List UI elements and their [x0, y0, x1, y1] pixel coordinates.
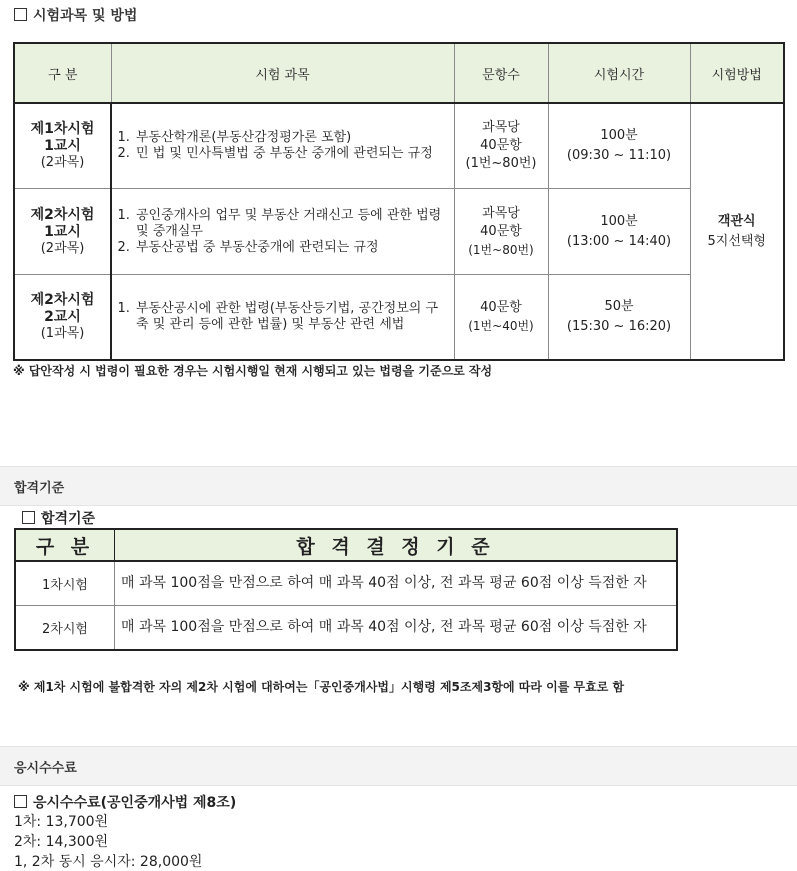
subjects-cell — [111, 189, 454, 275]
pass-criteria-table — [14, 528, 678, 651]
section-title-fee: 응시수수료(공인중개사법 제8조) — [14, 792, 236, 812]
section-title-pass-criteria: 합격기준 — [22, 508, 95, 528]
question-count-cell: 과목당 40문항 (1번~80번) — [454, 103, 548, 189]
second-exam-invalid-note: ※ 제1차 시험에 불합격한 자의 제2차 시험에 대하여는「공인중개사법」시행령 제5조제3항에 따라 이를 무효로 함 — [18, 680, 625, 694]
section-band-pass-criteria — [0, 466, 797, 506]
table-row — [15, 606, 677, 651]
exam-time-cell: 100분 (13:00 ~ 14:40) — [548, 189, 690, 275]
table-header-row — [15, 529, 677, 561]
exam-session-cell: 제1차시험 1교시 (2과목) — [14, 103, 111, 189]
fee-line-first-exam: 1차: 13,700원 — [14, 814, 109, 830]
section-title-subjects: 시험과목 및 방법 — [14, 5, 137, 25]
question-count-cell: 40문항 (1번~40번) — [454, 275, 548, 361]
exam-time-cell: 50분 (15:30 ~ 16:20) — [548, 275, 690, 361]
exam-method-cell: 객관식 5지선택형 — [690, 103, 784, 360]
subjects-cell — [111, 103, 454, 189]
exam-time-cell: 100분 (09:30 ~ 11:10) — [548, 103, 690, 189]
list-item: 2. 부동산공법 중 부동산중개에 관련되는 규정 — [134, 240, 448, 256]
list-item: 1. 공인중개사의 업무 및 부동산 거래신고 등에 관한 법령 및 중개실무 — [134, 208, 448, 240]
list-item: 2. 민 법 및 민사특별법 중 부동산 중개에 관련되는 규정 — [134, 146, 448, 162]
checkbox-icon — [14, 795, 27, 808]
pass-row-text: 매 과목 100점을 만점으로 하여 매 과목 40점 이상, 전 과목 평균 60점 이상 득점한 자 — [115, 561, 678, 606]
pass-row-label: 1차시험 — [15, 561, 115, 606]
subjects-cell — [111, 275, 454, 361]
header-question-count: 문항수 — [454, 43, 548, 103]
header-exam-time: 시험시간 — [548, 43, 690, 103]
table-row — [15, 561, 677, 606]
header-exam-method: 시험방법 — [690, 43, 784, 103]
band-label-pass-criteria: 합격기준 — [14, 481, 65, 496]
exam-session-cell: 제2차시험 2교시 (1과목) — [14, 275, 111, 361]
header-pass-criteria: 합 격 결 정 기 준 — [115, 529, 678, 561]
table-row — [14, 275, 784, 361]
pass-row-label: 2차시험 — [15, 606, 115, 651]
fee-line-second-exam: 2차: 14,300원 — [14, 834, 109, 850]
header-category: 구 분 — [14, 43, 111, 103]
fee-line-both-exams: 1, 2차 동시 응시자: 28,000원 — [14, 854, 203, 870]
checkbox-icon — [22, 511, 35, 524]
band-label-fee: 응시수수료 — [14, 761, 77, 776]
exam-session-cell: 제2차시험 1교시 (2과목) — [14, 189, 111, 275]
header-category: 구 분 — [15, 529, 115, 561]
table-header-row — [14, 43, 784, 103]
table-row — [14, 189, 784, 275]
table-row — [14, 103, 784, 189]
list-item: 1. 부동산공시에 관한 법령(부동산등기법, 공간정보의 구축 및 관리 등에 관한 법률) 및 부동산 관련 세법 — [134, 301, 448, 333]
list-item: 1. 부동산학개론(부동산감정평가론 포함) — [134, 130, 448, 146]
header-subjects: 시험 과목 — [111, 43, 454, 103]
exam-subjects-table — [13, 42, 785, 361]
question-count-cell: 과목당 40문항 (1번~80번) — [454, 189, 548, 275]
answer-law-note: ※ 답안작성 시 법령이 필요한 경우는 시험시행일 현재 시행되고 있는 법령을 기준으로 작성 — [13, 364, 493, 378]
section-band-fee — [0, 746, 797, 786]
checkbox-icon — [14, 8, 27, 21]
pass-row-text: 매 과목 100점을 만점으로 하여 매 과목 40점 이상, 전 과목 평균 60점 이상 득점한 자 — [115, 606, 678, 651]
